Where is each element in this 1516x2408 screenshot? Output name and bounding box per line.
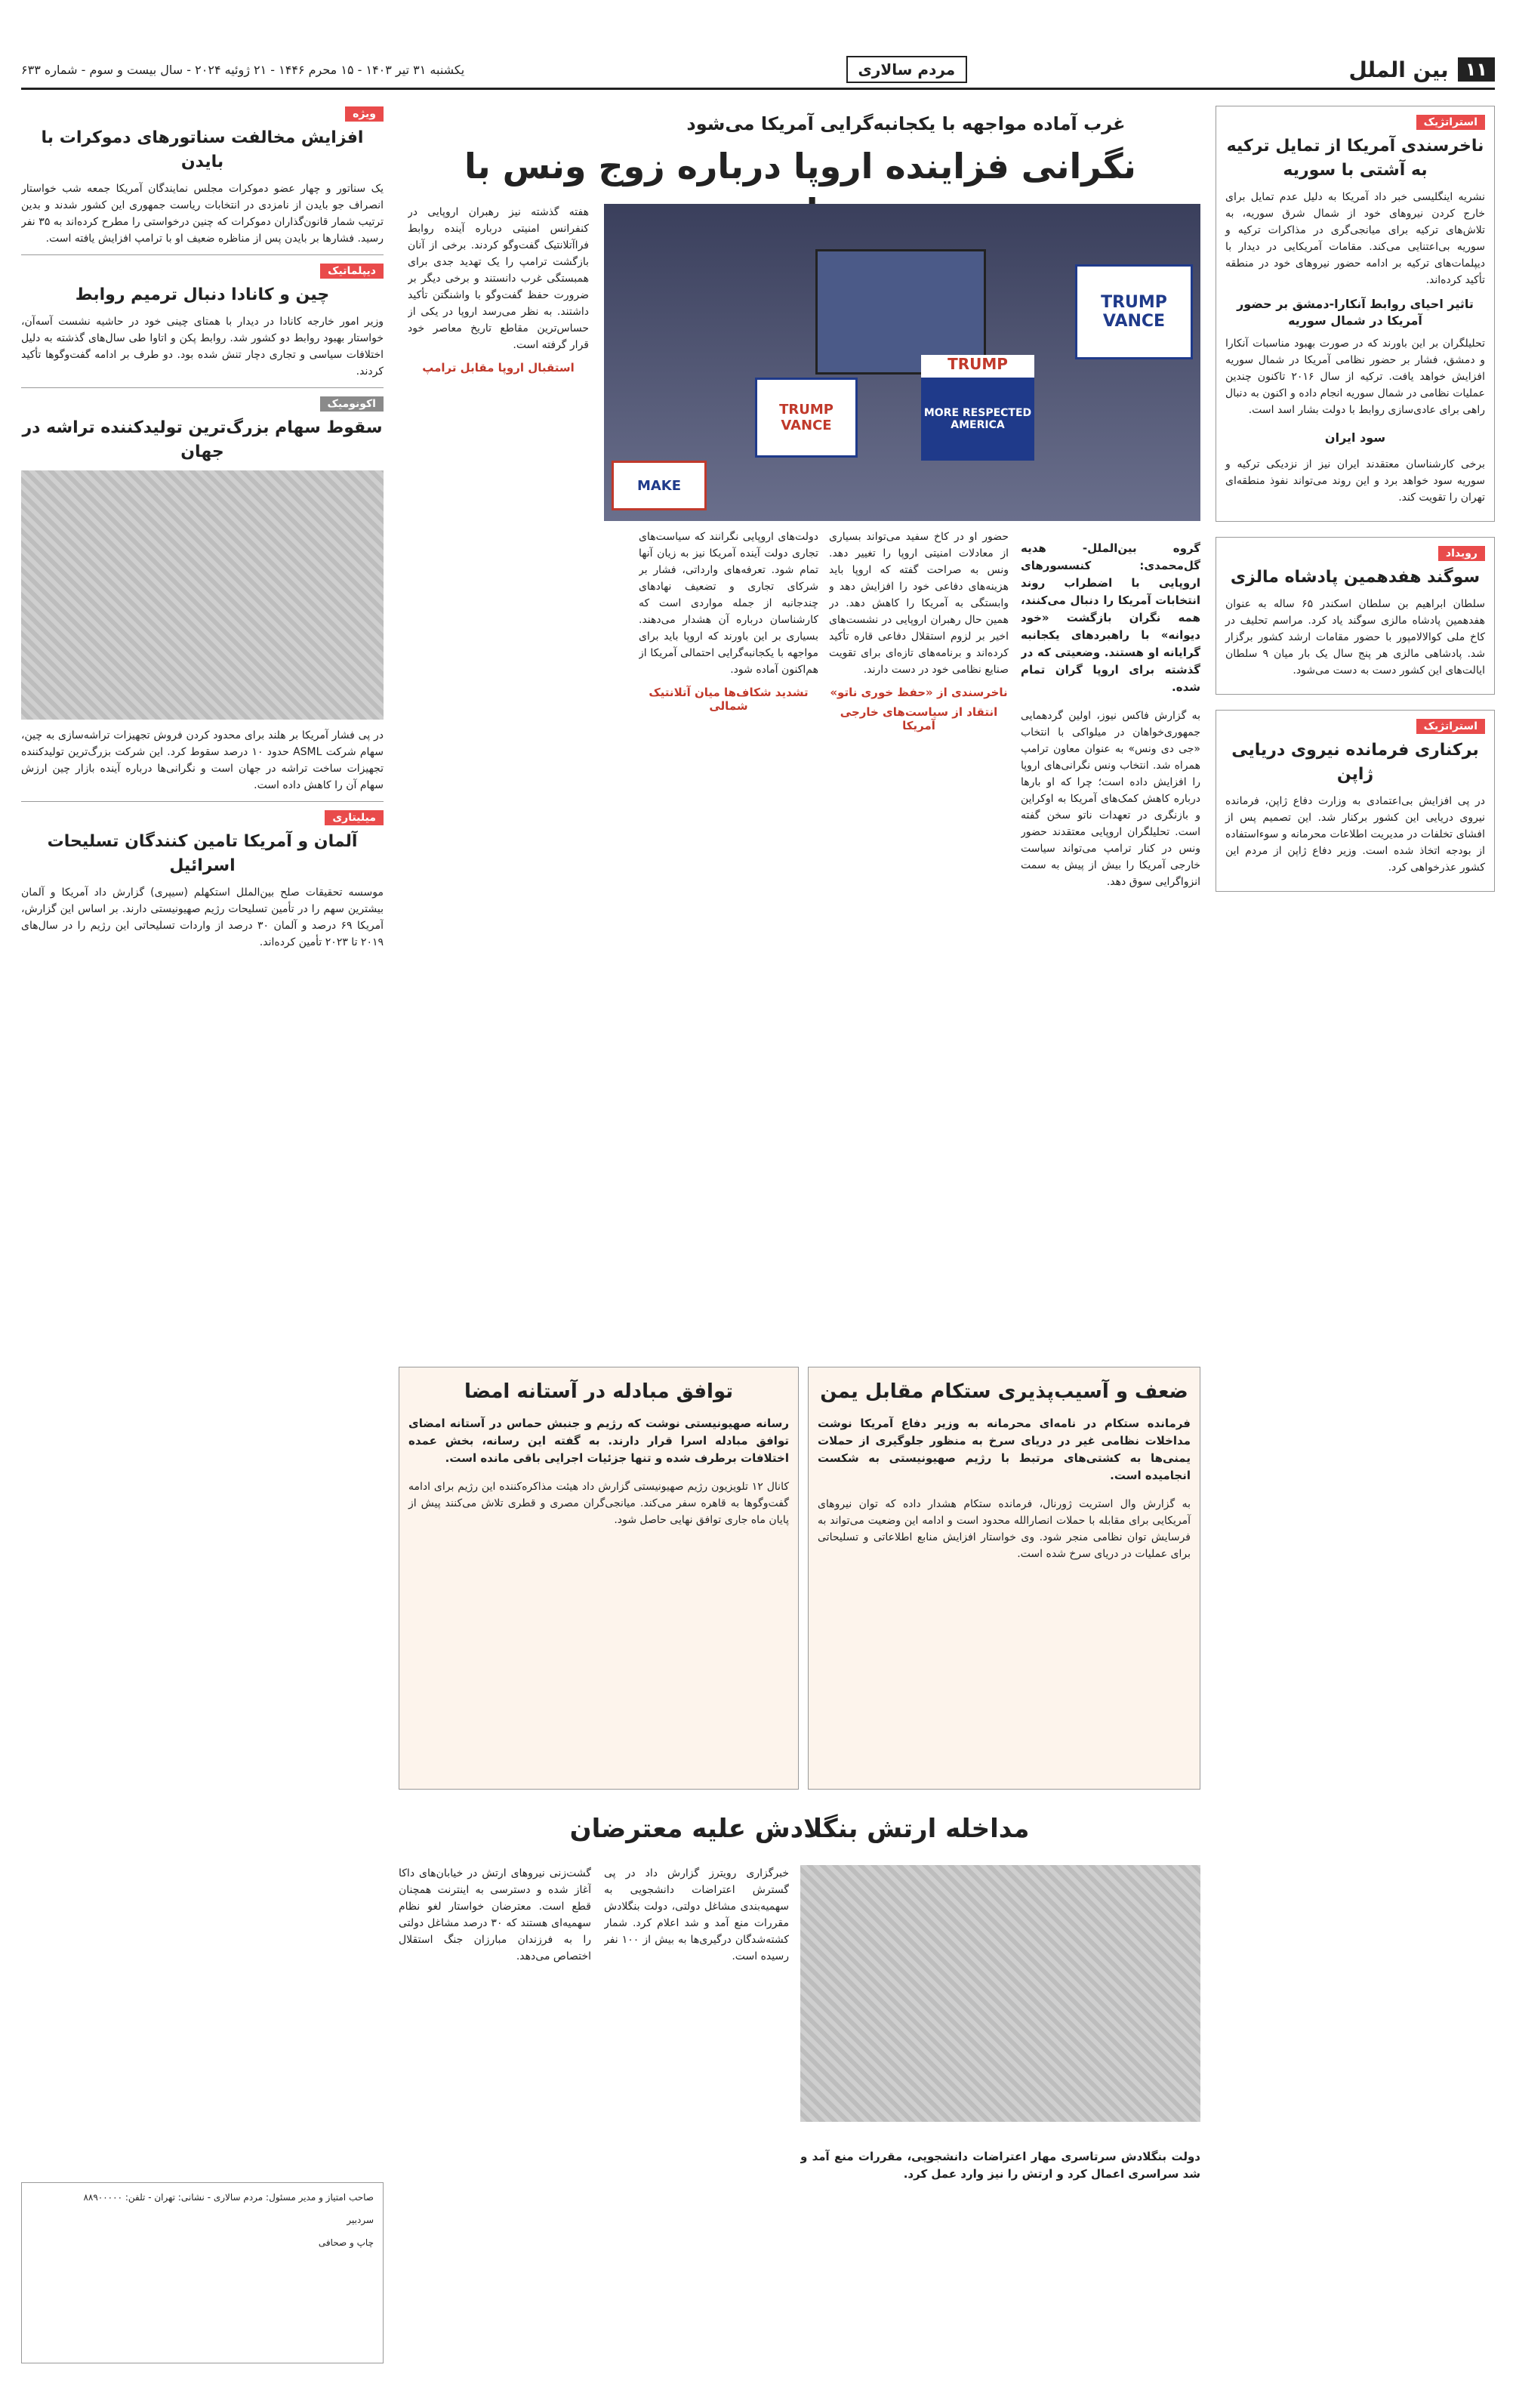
article-body: یک سناتور و چهار عضو دموکرات مجلس نمایندگان آمریکا جمعه شب خواستار انصراف جو بایدن از نامزدی در انتخابات ریاست جمهوری این کشور شدند و بدین ترتیب شمار قانون‌گذاران دموکرات که چنین درخواستی را مطرح کرده‌اند به ۳۵ نفر رسید. فشارها بر بایدن پس از مناظره ضعیف او با ترامپ افزایش یافته است.	[21, 183, 384, 245]
bangladesh-photo	[800, 1865, 1200, 2122]
article-lead: فرمانده ستکام در نامه‌ای محرمانه به وزیر دفاع آمریکا نوشت مداخلات نظامی غیر در دریای سرخ به منظور جلوگیری از حملات یمنی‌ها به کشتی‌های مرتبط با رژیم صهیونیستی به شکست انجامیده است.	[818, 1417, 1191, 1482]
right-column	[1216, 106, 1495, 2333]
category-tag: استراتژیک	[1416, 719, 1485, 734]
main-subhead: تشدید شکاف‌ها میان آتلانتیک شمالی	[649, 686, 809, 713]
main-text-col-4	[408, 204, 589, 1359]
article-body: گشت‌زنی نیروهای ارتش در خیابان‌های داکا آغاز شده و دسترسی به اینترنت همچنان قطع است. معترضان خواستار لغو نظام سهمیه‌ای هستند که ۳۰ درصد مشاغل دولتی را به فرزندان مبارزان جنگ استقلال اختصاص می‌دهد.	[399, 1867, 591, 1962]
divider	[21, 801, 384, 802]
right-box-japan	[1216, 710, 1495, 892]
main-body: حضور او در کاخ سفید می‌تواند بسیاری از معادلات امنیتی اروپا را تغییر دهد. ونس به صراحت گفته که اروپا باید هزینه‌های دفاعی خود را افزایش دهد و وابستگی به آمریکا را کاهش دهد. در همین حال رهبران اروپایی در نشست‌های اخیر بر لزوم استقلال دفاعی قاره تأکید کرده‌اند و برنامه‌های تازه‌ای برای تقویت صنایع نظامی خود در دست دارند.	[829, 531, 1009, 676]
main-body: هفته گذشته نیز رهبران اروپایی در کنفرانس امنیتی درباره آینده روابط فراآتلانتیک گفت‌وگو کردند. برخی از آنان بازگشت ترامپ را یک تهدید جدی برای همبستگی غرب دانستند و برخی دیگر بر ضرورت حفظ گفت‌وگو با واشنگتن تأکید داشتند. به نظر می‌رسد اروپا در یکی از حساس‌ترین مقاطع تاریخ معاصر خود قرار گرفته است.	[408, 206, 589, 351]
main-title: نگرانی فزاینده اروپا درباره زوج ونس با	[464, 146, 1136, 187]
article-body: در پی افزایش بی‌اعتمادی به وزارت دفاع ژاپن، فرمانده نیروی دریایی این کشور برکنار شد. این تصمیم پس از افشای تخلفات در مدیریت اطلاعات محرمانه و سوءاستفاده از بودجه اتخاذ شده است. وزیر دفاع ژاپن از مردم این کشور عذرخواهی کرد.	[1225, 795, 1485, 874]
article-title: افزایش مخالفت سناتورهای دموکرات با بایدن	[41, 128, 364, 171]
article-body: سلطان ابراهیم بن سلطان اسکندر ۶۵ ساله به عنوان هفدهمین پادشاه مالزی سوگند یاد کرد. مراسم تحلیف در کاخ ملی کوالالامپور با حضور مقامات ارشد کشور برگزار شد. پادشاهی مالزی هر پنج سال یک بار میان ۹ سلطان ایالت‌های این کشور دست به دست می‌شود.	[1225, 598, 1485, 677]
left-column	[21, 106, 384, 2160]
page-header	[21, 51, 1495, 90]
main-subhead: استقبال اروپا مقابل ترامپ	[422, 361, 575, 375]
dateline: یکشنبه ۳۱ تیر ۱۴۰۳ - ۱۵ محرم ۱۴۴۶ - ۲۱ ژوئیه ۲۰۲۴ - سال بیست و سوم - شماره ۶۳۳	[21, 62, 465, 77]
campaign-sign: TRUMP VANCE	[1075, 264, 1193, 359]
left-article-arms	[21, 809, 384, 951]
article-title: سقوط سهام بزرگ‌ترین تولیدکننده تراشه در جهان	[22, 418, 383, 461]
article-body: به گزارش وال استریت ژورنال، فرمانده ستکام هشدار داده که توان نیروهای آمریکایی برای مقابله با حملات انصارالله محدود است و ادامه این وضعیت می‌تواند به فرسایش توان نظامی منجر شود. وی خواستار افزایش منابع اطلاعاتی و تسلیحاتی برای عملیات در دریای سرخ شده است.	[818, 1498, 1191, 1560]
left-article-democrats	[21, 106, 384, 247]
credits-printing: چاپ و صحافی	[318, 2237, 374, 2248]
page-number: ۱۱	[1458, 57, 1495, 82]
main-photo	[604, 204, 1200, 521]
campaign-sign: TRUMP VANCE	[755, 378, 858, 458]
main-body: به گزارش فاکس نیوز، اولین گردهمایی جمهوری‌خواهان در میلواکی با انتخاب «جی دی ونس» به عنوان معاون ترامپ همراه شد. انتخاب ونس نگرانی‌های اروپا را افزایش داده است؛ چرا که او بارها درباره کاهش کمک‌های آمریکا به اوکراین و بازنگری در تعهدات ناتو سخن گفته است. تحلیلگران اروپایی معتقدند حضور ونس در کنار ترامپ می‌تواند سیاست خارجی آمریکا را بیش از پیش به سمت انزواگرایی سوق دهد.	[1021, 710, 1200, 888]
left-article-china-canada	[21, 263, 384, 380]
article-title: برکناری فرمانده نیروی دریایی ژاپن	[1231, 741, 1479, 784]
box-yemen	[808, 1367, 1200, 1790]
category-tag: دیپلماتیک	[320, 264, 384, 279]
main-subhead: ناخرسندی از «حفظ خوری ناتو»	[830, 686, 1008, 699]
category-tag: رویداد	[1438, 546, 1485, 561]
category-tag: میلیتاری	[325, 810, 384, 825]
article-title: سوگند هفدهمین پادشاه مالزی	[1230, 568, 1481, 587]
article-body: خبرگزاری رویترز گزارش داد در پی گسترش اعتراضات دانشجویی به سهمیه‌بندی مشاغل دولتی، دولت بنگلادش مقررات منع آمد و شد اعلام کرد. شمار کشته‌شدگان درگیری‌ها به بیش از ۱۰۰ نفر رسیده است.	[604, 1867, 789, 1962]
bangladesh-col-1	[604, 1865, 789, 2363]
right-box-turkey	[1216, 106, 1495, 522]
bangladesh-title: مداخله ارتش بنگلادش علیه معترضان	[569, 1814, 1030, 1844]
credits-box	[21, 2182, 384, 2363]
article-body: وزیر امور خارجه کانادا در دیدار با همتای چینی خود در حاشیه نشست آسه‌آن، خواستار بهبود روابط دو کشور شد. روابط پکن و اتاوا طی سال‌های گذشته به دلیل اختلافات سیاسی و تجاری دچار تنش شده بود. دو طرف بر ادامه گفت‌وگوها تأکید کردند.	[21, 316, 384, 378]
main-lead: گروه بین‌الملل- هدیه گل‌محمدی: کنسسورهای اروپایی با اضطراب روند انتخابات آمریکا را دنبال می‌کنند، همه نگران بازگشت «خود دیوانه» با راهبردهای یکجانبه گرایانه او هستند. وضعیتی که در گذشته برای اروپا گران تمام شده.	[1021, 541, 1200, 694]
left-article-chips	[21, 396, 384, 794]
article-lead: رسانه صهیونیستی نوشت که رژیم و جنبش حماس در آستانه امضای توافق مبادله اسرا قرار دارند. به گفته این رسانه، بخش عمده اختلافات برطرف شده و تنها جزئیات اجرایی باقی مانده است.	[408, 1417, 789, 1465]
article-body: کانال ۱۲ تلویزیون رژیم صهیونیستی گزارش داد هیئت مذاکره‌کننده این رژیم برای ادامه گفت‌وگوها به قاهره سفر می‌کند. میانجی‌گران مصری و قطری تلاش می‌کنند پیش از پایان ماه جاری توافق نهایی حاصل شود.	[408, 1481, 789, 1526]
main-text-col-2	[829, 529, 1009, 1359]
article-body: موسسه تحقیقات صلح بین‌الملل استکهلم (سیپری) گزارش داد آمریکا و آلمان بیشترین سهم را در تأمین تسلیحات رژیم صهیونیستی دارند. بر اساس این گزارش، آمریکا ۶۹ درصد و آلمان ۳۰ درصد از واردات تسلیحاتی این رژیم را در سال‌های ۲۰۱۹ تا ۲۰۲۳ تأمین کرده‌اند.	[21, 886, 384, 948]
main-kicker: غرب آماده مواجهه با یکجانبه‌گرایی آمریکا می‌شود	[686, 113, 1126, 134]
article-title: آلمان و آمریکا تامین کنندگان تسلیحات اسرائیل	[47, 832, 358, 875]
main-subhead: انتقاد از سیاست‌های خارجی آمریکا	[840, 705, 998, 732]
article-body: تحلیلگران بر این باورند که در صورت بهبود مناسبات آنکارا و دمشق، فشار بر حضور نظامی آمریکا در شمال سوریه افزایش خواهد یافت. ترکیه از سال ۲۰۱۶ تاکنون چندین عملیات نظامی در شمال سوریه انجام داده و اکنون به دنبال راهی برای عادی‌سازی روابط با دولت بشار اسد است.	[1225, 338, 1485, 416]
article-body: نشریه اینگلیسی خبر داد آمریکا به دلیل عدم تمایل برای خارج کردن نیروهای خود از شمال شرق سوریه، به تلاش‌های ترکیه برای میانجی‌گری در مذاکرات ترکیه و سوریه بی‌اعتنایی می‌کند. مقامات آمریکایی در دیدار با دیپلمات‌های ترکیه بر ادامه حضور نیروهای خود در منطقه تأکید کرده‌اند.	[1225, 191, 1485, 286]
campaign-sign: MORE RESPECTED AMERICA	[921, 378, 1034, 461]
article-subhead: تاثیر احیای روابط آنکارا-دمشق بر حضور آمریکا در شمال سوریه	[1237, 297, 1474, 328]
box-prisoner-deal	[399, 1367, 799, 1790]
category-tag: ویژه	[345, 106, 384, 122]
article-lead: دولت بنگلادش سرتاسری مهار اعتراضات دانشجویی، مقررات منع آمد و شد سراسری اعمال کرد و ارتش را نیز وارد عمل کرد.	[800, 2150, 1200, 2181]
campaign-sign: MAKE	[612, 461, 707, 510]
newspaper-logo: مردم سالاری	[846, 56, 968, 83]
article-title: ضعف و آسیب‌پذیری ستکام مقابل یمن	[820, 1380, 1188, 1403]
article-subhead: سود ایران	[1324, 430, 1386, 445]
bangladesh-col-2	[399, 1865, 591, 2363]
article-body: برخی کارشناسان معتقدند ایران نیز از نزدیکی ترکیه و سوریه سود خواهد برد و این روند می‌تواند نفوذ منطقه‌ای تهران را تقویت کند.	[1225, 458, 1485, 504]
chip-lab-photo	[21, 470, 384, 720]
category-tag: استراتژیک	[1416, 115, 1485, 130]
right-box-malaysia	[1216, 537, 1495, 695]
article-body: در پی فشار آمریکا بر هلند برای محدود کردن فروش تجهیزات تراشه‌سازی به چین، سهام شرکت ASML حدود ۱۰ درصد سقوط کرد. این شرکت بزرگ‌ترین تولیدکننده تجهیزات ساخت تراشه در جهان است و نگرانی‌ها درباره آینده بازار چین ارزش سهام آن را کاهش داده است.	[21, 729, 384, 791]
article-title: چین و کانادا دنبال ترمیم روابط	[75, 285, 330, 304]
divider	[21, 387, 384, 388]
bangladesh-lead-col	[800, 2137, 1200, 2363]
category-tag: اکونومیک	[320, 396, 384, 412]
page-label: بین الملل	[1348, 57, 1449, 82]
main-text-col-3	[639, 529, 818, 1359]
credits-editor: سردبیر	[347, 2215, 374, 2225]
divider	[21, 254, 384, 255]
article-title: ناخرسندی آمریکا از تمایل ترکیه به آشتی با سوریه	[1226, 137, 1484, 180]
article-title: توافق مبادله در آستانه امضا	[464, 1380, 734, 1403]
credits-line: صاحب امتیاز و مدیر مسئول: مردم سالاری - نشانی: تهران - تلفن: ۸۸۹۰۰۰۰۰	[83, 2192, 374, 2203]
campaign-sign: TRUMP	[921, 355, 1034, 378]
main-body: دولت‌های اروپایی نگرانند که سیاست‌های تجاری دولت آینده آمریکا نیز به زیان آنها تمام شود. تعرفه‌های وارداتی، فشار بر شرکای تجاری و تضعیف نهادهای چندجانبه از جمله مواردی است که کارشناسان درباره آن هشدار می‌دهند. بسیاری بر این باورند که اروپا باید برای مواجهه با یکجانبه‌گرایی احتمالی آمریکا از هم‌اکنون آماده شود.	[639, 531, 818, 676]
main-text-col-1	[1021, 529, 1200, 1359]
